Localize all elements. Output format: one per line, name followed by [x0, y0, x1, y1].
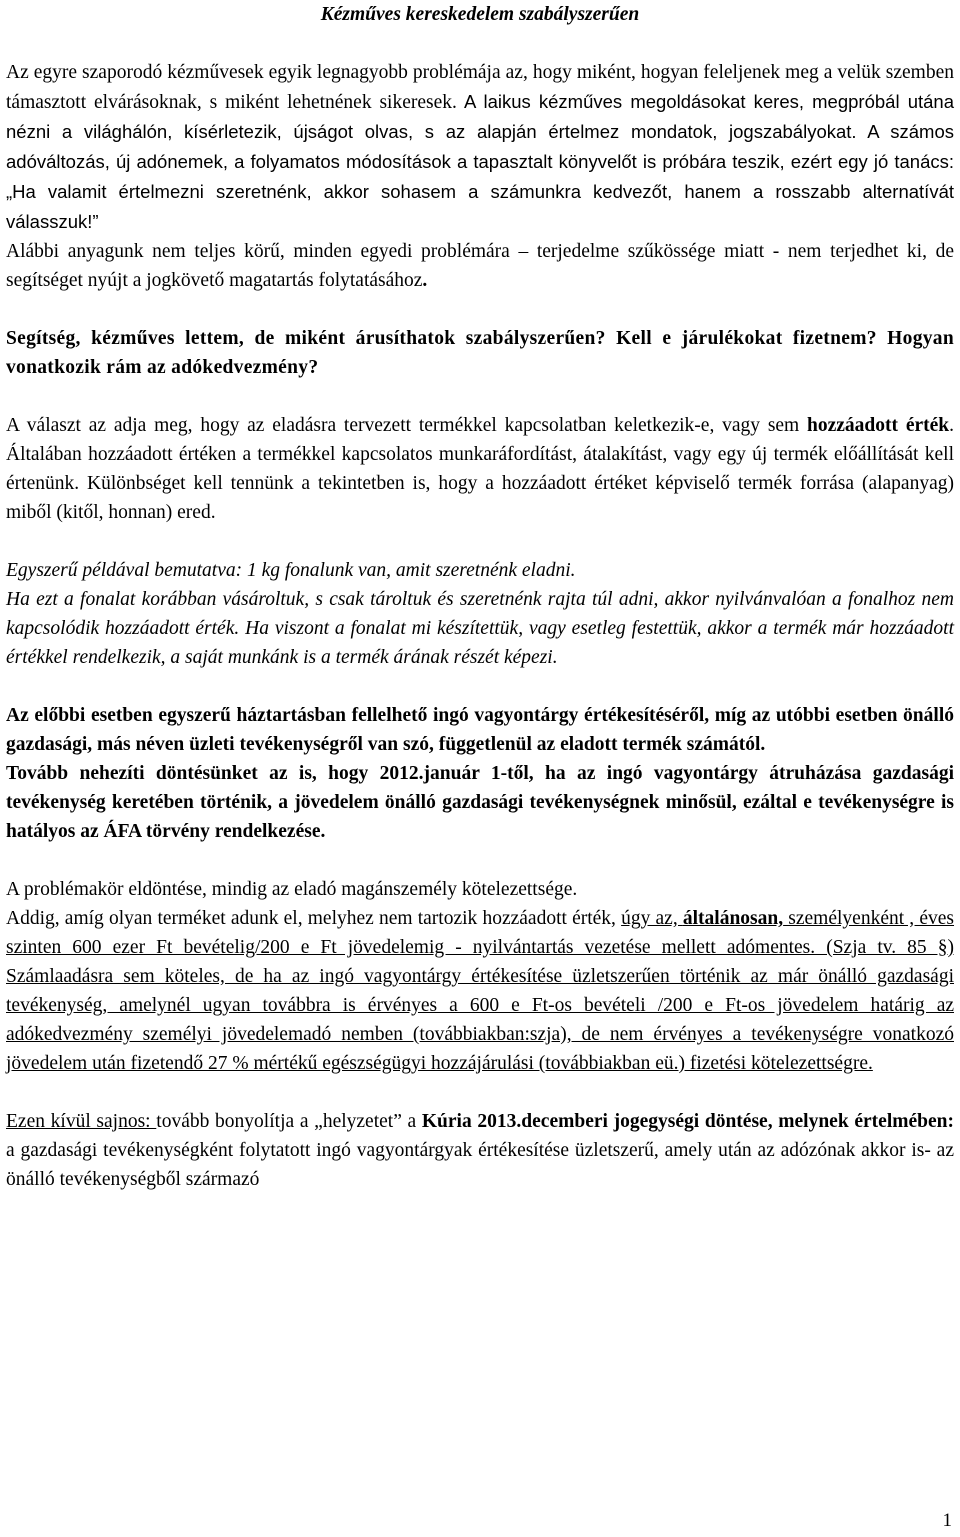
example-body: Ha ezt a fonalat korábban vásároltuk, s csak tároltuk és szeretnénk rajta túl adni, akkor nyilvánvalóan a fonalhoz nem kapcsolódik hozzáadott érték. Ha viszont a fonalat mi készítettük, vagy esetleg festettük, akkor a termék már hozzáadott értékkel rendelkezik, a saját munkánk is a termék árának részét képezi.	[6, 589, 954, 668]
answer-text-a: A választ az adja meg, hogy az eladásra tervezett termékkel kapcsolatban keletkezik-e, vagy sem	[6, 415, 808, 436]
answer-text-c: . Általában hozzáadott értéken a termékkel kapcsolatos munkaráfordítást, átalakítást, vagy egy új termék előállítását kell értenünk. Különbséget kell tennünk a tekintetben is, hogy a hozzáadott értéket képviselő termék forrása (alapanyag) miből (kitől, honnan) ered.	[6, 415, 954, 523]
spacer	[6, 382, 954, 411]
answer-paragraph	[6, 411, 954, 527]
final-text-c: Kúria 2013.decemberi jogegységi döntése, melynek értelmében:	[421, 1111, 954, 1132]
bold-paragraph-2: Tovább nehezíti döntésünket az is, hogy 2012.január 1-től, ha az ingó vagyontárgy átruházása gazdasági tevékenység keretében történik, a jövedelem önálló gazdasági tevékenységnek minősül, ezáltal e tevékenységre is hatályos az ÁFA törvény rendelkezése.	[6, 763, 954, 842]
intro-paragraph	[6, 58, 954, 237]
final-text-b: tovább bonyolítja a „helyzetet” a	[156, 1111, 422, 1132]
final-text-a: Ezen kívül sajnos:	[6, 1111, 157, 1132]
decision-intro: A problémakör eldöntése, mindig az eladó magánszemély kötelezettsége.	[6, 879, 578, 900]
decision-text-b: úgy az,	[621, 908, 683, 929]
spacer	[6, 295, 954, 324]
example-intro: Egyszerű példával bemutatva: 1 kg fonalunk van, amit szeretnénk eladni.	[6, 560, 576, 581]
decision-text-d: személyenként , éves szinten 600 ezer Ft bevételig/200 e Ft jövedelemig - nyilvántartás vezetése mellett adómentes. (Szja tv. 85 §) Számlaadásra sem köteles, de ha az ingó vagyontárgy értékesítése üzletszerűen történik az már önálló gazdasági tevékenység, amelynél ugyan továbbra is érvényes a 600 e Ft-os bevételi /200 e Ft-os jövedelem határig az adókedvezmény személyi jövedelemadó nemben (továbbiakban:szja), de nem érvényes a tevékenységre vonatkozó jövedelem után fizetendő 27 % mértékű egészségügyi hozzájárulási (továbbiakban eü.) fizetési kötelezettségre.	[6, 908, 955, 1074]
final-paragraph	[6, 1107, 954, 1194]
decision-text-a: Addig, amíg olyan terméket adunk el, melyhez nem tartozik hozzáadott érték,	[6, 908, 622, 929]
spacer	[6, 29, 954, 58]
document-page	[6, 0, 954, 1194]
bold-paragraph-1: Az előbbi esetben egyszerű háztartásban fellelhető ingó vagyontárgy értékesítéséről, míg az utóbbi esetben önálló gazdasági, más néven üzleti tevékenységről van szó, függetlenül az eladott termék számától.	[6, 705, 954, 755]
spacer	[6, 846, 954, 875]
answer-added-value-term: hozzáadott érték	[807, 415, 950, 436]
decision-paragraph	[6, 904, 954, 1078]
document-title: Kézműves kereskedelem szabályszerűen	[320, 4, 640, 25]
spacer	[6, 527, 954, 556]
spacer	[6, 672, 954, 701]
final-text-d: a gazdasági tevékenységként folytatott ingó vagyontárgyak értékesítése üzletszerű, amely után az adózónak akkor is- az önálló tevékenységből származó	[6, 1140, 954, 1190]
question-heading: Segítség, kézműves lettem, de miként árusíthatok szabályszerűen? Kell e járulékokat fizetnem? Hogyan vonatkozik rám az adókedvezmény?	[6, 328, 954, 378]
spacer	[6, 1078, 954, 1107]
intro-sans-text-2: A számos adóváltozás, új adónemek, a folyamatos módosítások a tapasztalt könyvelőt is próbára teszik, ezért egy jó tanács: „Ha valamit értelmezni szeretnénk, akkor sohasem a számunkra kedvezőt, hanem a rosszabb alternatívát válasszuk!”	[6, 121, 954, 232]
intro-sans-text-1: A laikus kézműves megoldásokat keres, megpróbál utána nézni a világhálón, kísérletezik, újságot olvas, s az alapján értelmez mondatok, jogszabályokat.	[6, 91, 954, 142]
decision-text-c: általánosan,	[682, 908, 784, 929]
intro-serif-text: Az egyre szaporodó kézművesek egyik legnagyobb problémája az, hogy miként, hogyan feleljenek meg a velük szemben támasztott elvárásoknak, s miként lehetnének sikeresek.	[6, 62, 954, 113]
disclaimer-paragraph	[6, 237, 954, 295]
disclaimer-end: .	[422, 270, 428, 291]
page-number: 1	[942, 1510, 952, 1531]
disclaimer-text: Alábbi anyagunk nem teljes körű, minden egyedi problémára – terjedelme szűkössége miatt - nem terjedhet ki, de segítséget nyújt a jogkövető magatartás folytatásához	[6, 241, 954, 291]
